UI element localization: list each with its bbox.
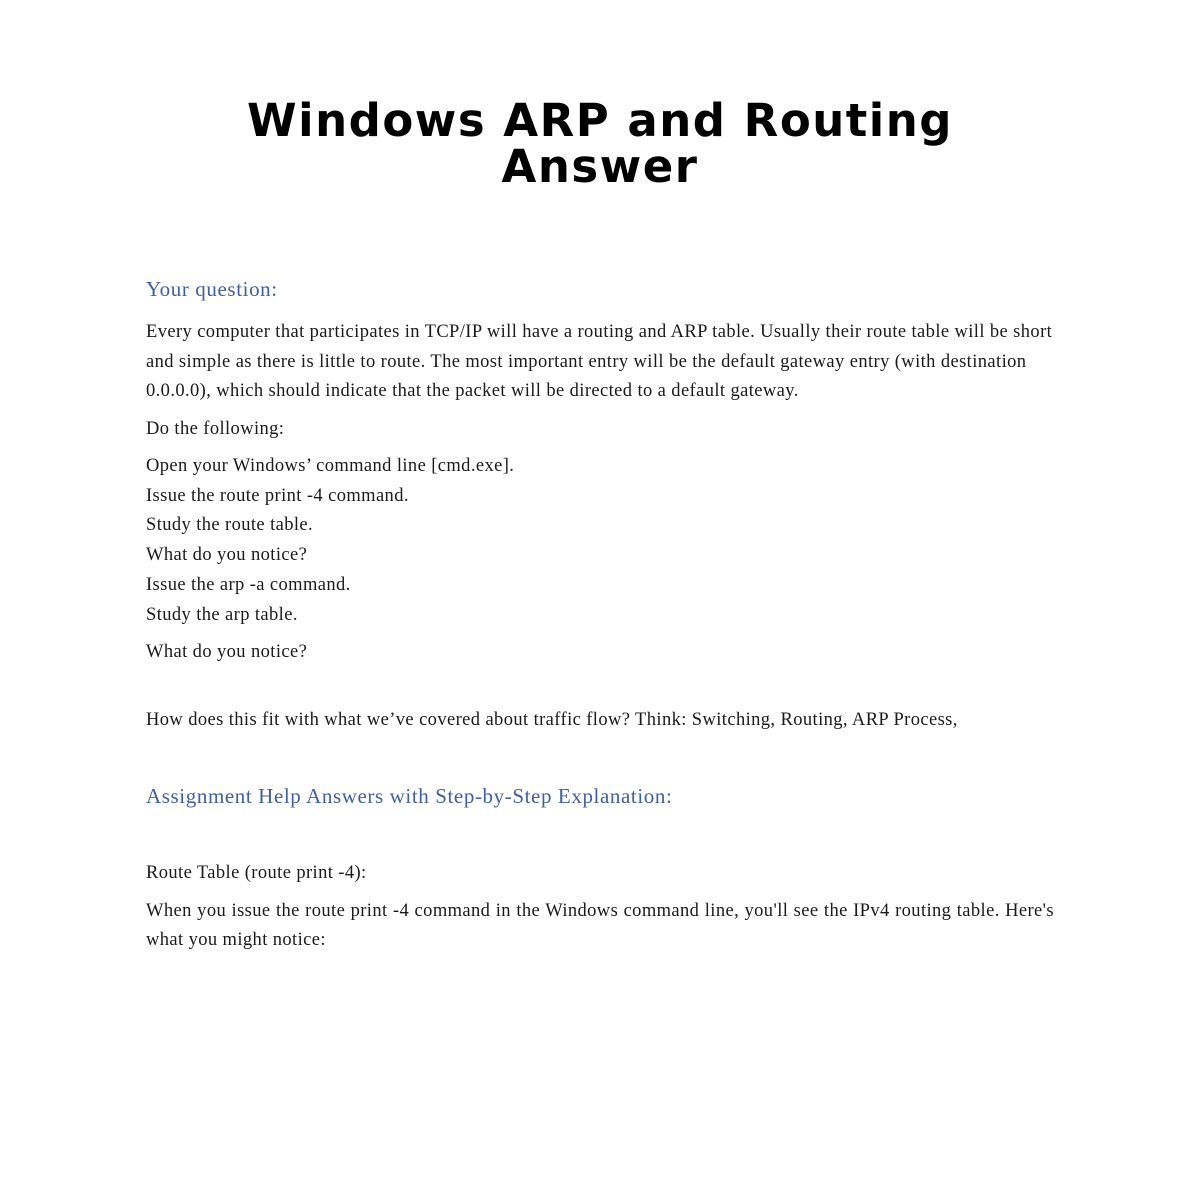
question-heading: Your question:	[146, 277, 278, 301]
traffic-flow-question: How does this fit with what we’ve covered about traffic flow? Think: Switching, Routing, ARP Process,	[146, 709, 958, 730]
step-item: Study the route table.	[146, 515, 314, 536]
step-item: What do you notice?	[146, 545, 308, 566]
document-title-line-2: Answer	[501, 140, 699, 193]
steps-list	[146, 452, 1054, 630]
step-item: Issue the route print -4 command.	[146, 485, 409, 506]
do-following-label: Do the following:	[146, 418, 285, 439]
route-table-label: Route Table (route print -4):	[146, 863, 367, 884]
step-item: Study the arp table.	[146, 604, 298, 625]
document-body	[146, 274, 1054, 956]
document-title-line-1: Windows ARP and Routing	[247, 94, 953, 147]
route-table-explanation: When you issue the route print -4 command in the Windows command line, you'll see the IPv4 routing table. Here's what you might notice:	[146, 900, 1054, 951]
document-title	[0, 94, 1200, 193]
answer-heading: Assignment Help Answers with Step-by-Step Explanation:	[146, 784, 673, 809]
notice-question: What do you notice?	[146, 642, 308, 663]
question-intro: Every computer that participates in TCP/IP will have a routing and ARP table. Usually their route table will be short and simple as there is little to route. The most important entry will be the default gateway entry (with destination 0.0.0.0), which should indicate that the packet will be directed to a default gateway.	[146, 322, 1053, 401]
step-item: Open your Windows’ command line [cmd.exe].	[146, 456, 515, 476]
step-item: Issue the arp -a command.	[146, 574, 351, 595]
